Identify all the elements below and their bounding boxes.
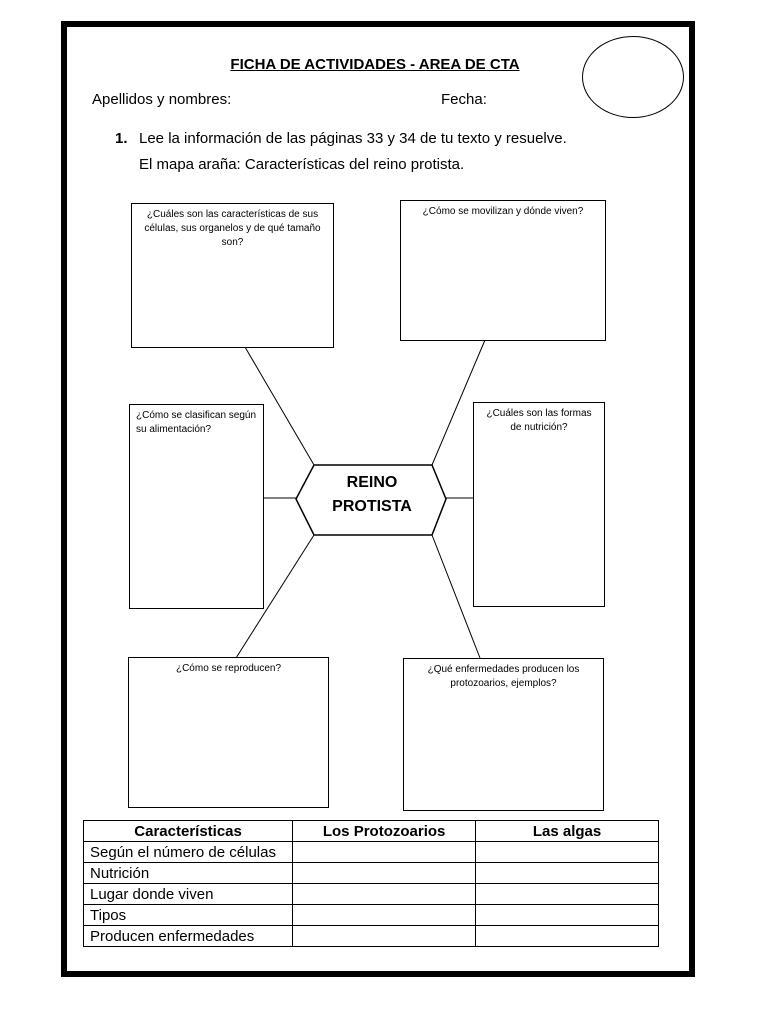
box-middle-right — [473, 402, 605, 607]
answer-cell[interactable] — [293, 863, 476, 884]
table-row — [84, 884, 659, 905]
center-label-line2: PROTISTA — [332, 498, 412, 515]
table-row — [84, 926, 659, 947]
table-row — [84, 842, 659, 863]
question-top-right: ¿Cómo se movilizan y dónde viven? — [422, 206, 584, 217]
box-bottom-right — [403, 658, 604, 811]
answer-cell[interactable] — [476, 884, 659, 905]
answer-cell[interactable] — [293, 884, 476, 905]
answer-cell[interactable] — [476, 926, 659, 947]
row-label: Tipos — [84, 905, 293, 926]
box-middle-left — [129, 404, 264, 609]
answer-cell[interactable] — [476, 863, 659, 884]
date-label: Fecha: — [441, 91, 487, 108]
worksheet-title: FICHA DE ACTIVIDADES - AREA DE CTA — [230, 56, 520, 73]
question-bottom-right: ¿Qué enfermedades producen los protozoarios, ejemplos? — [427, 664, 580, 689]
question-middle-right: ¿Cuáles son las formas de nutrición? — [486, 408, 592, 433]
table-header-row — [84, 821, 659, 842]
answer-cell[interactable] — [293, 842, 476, 863]
header-algas: Las algas — [476, 821, 659, 842]
names-label: Apellidos y nombres: — [92, 91, 232, 108]
header-protozoarios: Los Protozoarios — [293, 821, 476, 842]
box-bottom-left — [128, 657, 329, 808]
center-label — [298, 471, 446, 519]
question-top-left: ¿Cuáles son las características de sus células, sus organelos y de qué tamaño son? — [144, 209, 321, 248]
header-caracteristicas: Características — [84, 821, 293, 842]
instruction-line2: El mapa araña: Características del reino protista. — [139, 156, 465, 173]
table-row — [84, 863, 659, 884]
row-label: Nutrición — [84, 863, 293, 884]
center-label-line1: REINO — [346, 474, 398, 491]
answer-cell[interactable] — [476, 905, 659, 926]
row-label: Según el número de células — [84, 842, 293, 863]
comparison-table — [83, 820, 659, 947]
row-label: Producen enfermedades — [84, 926, 293, 947]
instruction-number: 1. — [115, 130, 128, 147]
instruction-line1: Lee la información de las páginas 33 y 34 de tu texto y resuelve. — [139, 130, 567, 147]
question-middle-left: ¿Cómo se clasifican según su alimentación? — [136, 410, 257, 435]
row-label: Lugar donde viven — [84, 884, 293, 905]
table-row — [84, 905, 659, 926]
question-bottom-left: ¿Cómo se reproducen? — [175, 663, 282, 674]
answer-cell[interactable] — [293, 905, 476, 926]
answer-cell[interactable] — [476, 842, 659, 863]
answer-cell[interactable] — [293, 926, 476, 947]
box-top-left — [131, 203, 334, 348]
box-top-right — [400, 200, 606, 341]
